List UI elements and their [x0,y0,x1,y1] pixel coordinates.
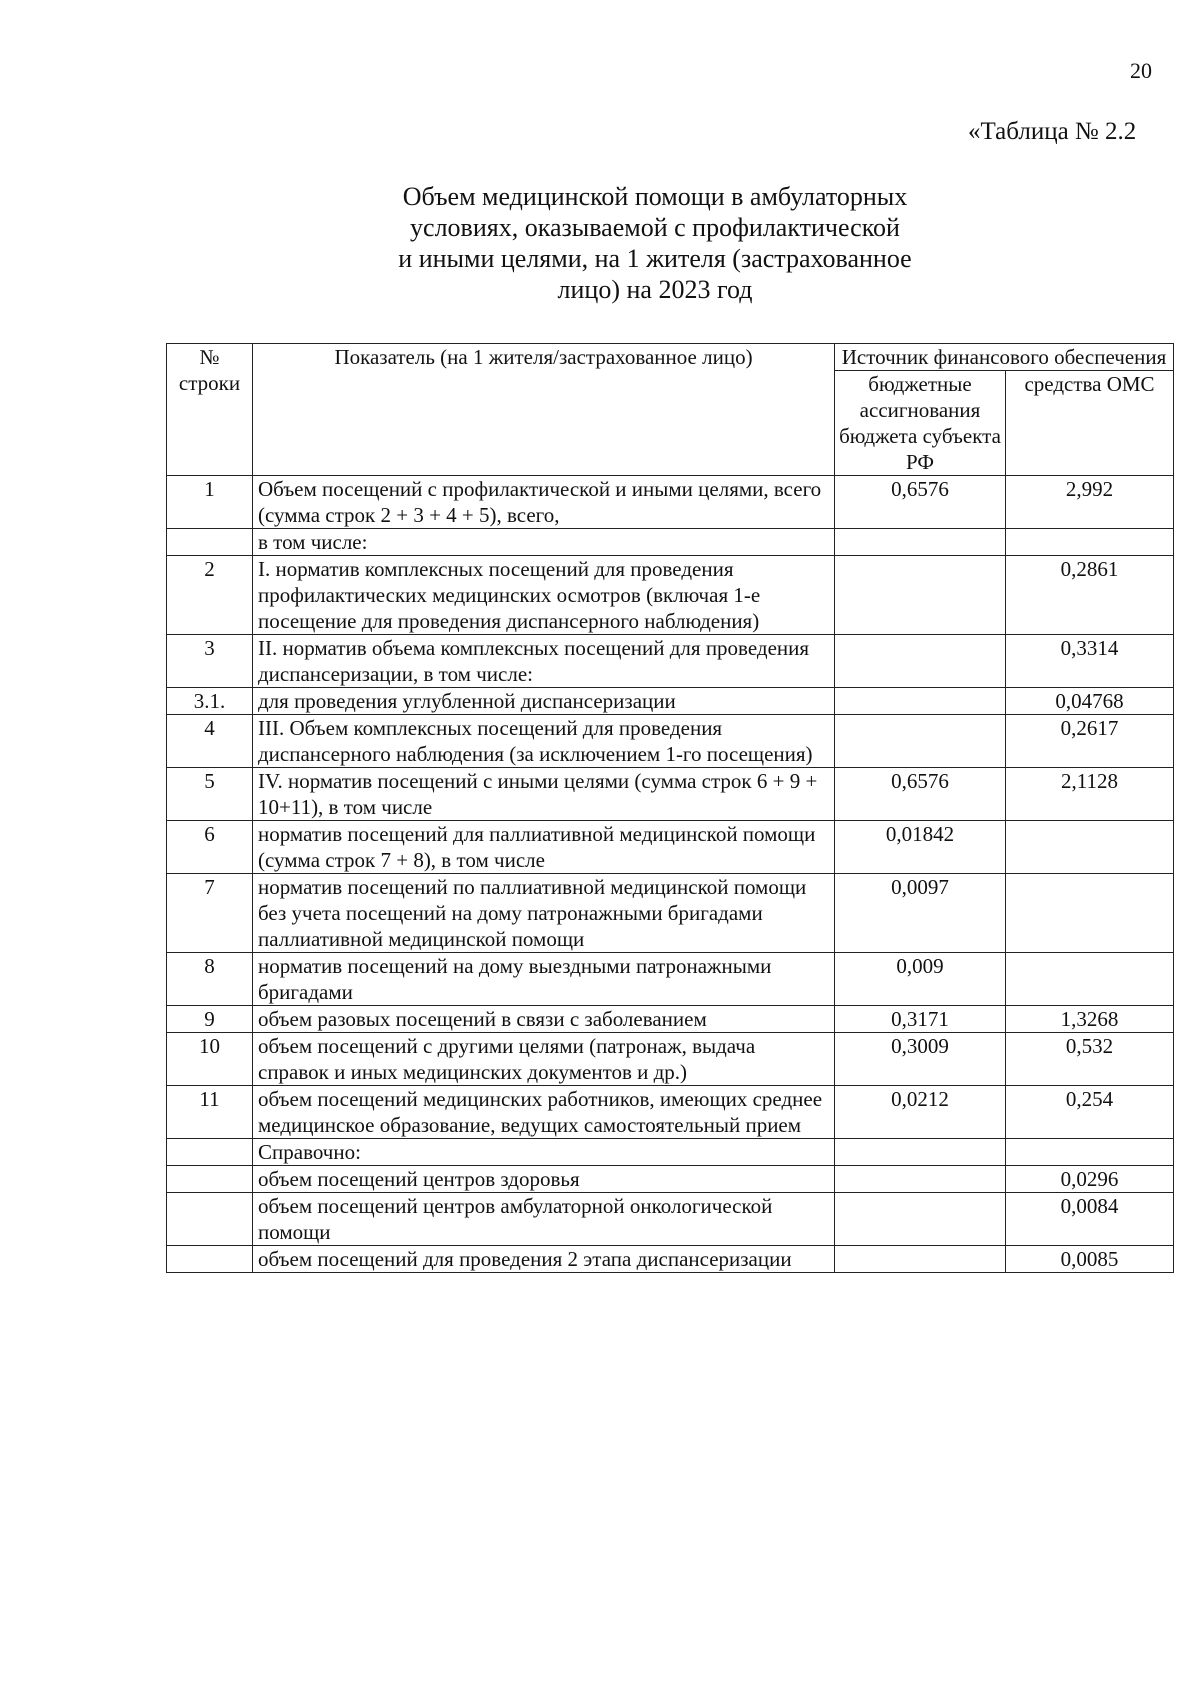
row-number-cell: 8 [167,953,253,1006]
oms-value-cell: 0,2861 [1006,556,1174,635]
row-number-cell: 2 [167,556,253,635]
budget-value-cell [835,688,1006,715]
oms-value-cell: 0,04768 [1006,688,1174,715]
budget-value-cell: 0,3009 [835,1033,1006,1086]
oms-value-cell: 0,254 [1006,1086,1174,1139]
indicator-cell: Справочно: [253,1139,835,1166]
indicator-cell: объем посещений с другими целями (патронаж, выдача справок и иных медицинских документов и др.) [253,1033,835,1086]
indicator-cell: норматив посещений для паллиативной медицинской помощи (сумма строк 7 + 8), в том числе [253,821,835,874]
title-line: Объем медицинской помощи в амбулаторных [402,182,908,211]
oms-value-cell [1006,953,1174,1006]
row-number-cell [167,1139,253,1166]
table-row [167,821,1174,874]
table-row [167,874,1174,953]
table-row [167,1033,1174,1086]
row-number-cell: 9 [167,1006,253,1033]
row-number-cell: 1 [167,476,253,529]
budget-value-cell [835,1139,1006,1166]
budget-value-cell: 0,0212 [835,1086,1006,1139]
oms-value-cell: 0,532 [1006,1033,1174,1086]
header-row-number: № строки [167,344,253,476]
oms-value-cell: 0,0085 [1006,1246,1174,1273]
budget-value-cell [835,529,1006,556]
indicator-cell: норматив посещений на дому выездными патронажными бригадами [253,953,835,1006]
oms-value-cell [1006,529,1174,556]
row-number-cell [167,1246,253,1273]
volume-table [166,343,1174,1273]
header-row [167,344,1174,371]
indicator-cell: II. норматив объема комплексных посещений для проведения диспансеризации, в том числе: [253,635,835,688]
row-number-cell: 3 [167,635,253,688]
header-budget: бюджетные ассигнования бюджета субъекта РФ [835,371,1006,476]
table-body [167,476,1174,1273]
oms-value-cell: 0,2617 [1006,715,1174,768]
row-number-cell: 5 [167,768,253,821]
table-row [167,1139,1174,1166]
table-row [167,953,1174,1006]
budget-value-cell: 0,6576 [835,768,1006,821]
oms-value-cell: 2,992 [1006,476,1174,529]
budget-value-cell: 0,009 [835,953,1006,1006]
table-row [167,556,1174,635]
budget-value-cell [835,1193,1006,1246]
indicator-cell: объем посещений центров здоровья [253,1166,835,1193]
indicator-cell: объем посещений центров амбулаторной онкологической помощи [253,1193,835,1246]
oms-value-cell: 2,1128 [1006,768,1174,821]
row-number-cell [167,1193,253,1246]
table-row [167,768,1174,821]
indicator-cell: объем посещений медицинских работников, имеющих среднее медицинское образование, ведущих самостоятельный прием [253,1086,835,1139]
oms-value-cell [1006,1139,1174,1166]
budget-value-cell [835,1246,1006,1273]
indicator-cell: норматив посещений по паллиативной медицинской помощи без учета посещений на дому патронажными бригадами паллиативной медицинской помощи [253,874,835,953]
indicator-cell: в том числе: [253,529,835,556]
table-row [167,1006,1174,1033]
row-number-cell: 3.1. [167,688,253,715]
table-row [167,1086,1174,1139]
indicator-cell: IV. норматив посещений с иными целями (сумма строк 6 + 9 + 10+11), в том числе [253,768,835,821]
row-number-cell: 7 [167,874,253,953]
row-number-cell: 6 [167,821,253,874]
header-oms: средства ОМС [1006,371,1174,476]
table-row [167,1246,1174,1273]
oms-value-cell: 0,3314 [1006,635,1174,688]
header-indicator: Показатель (на 1 жителя/застрахованное лицо) [253,344,835,476]
row-number-cell [167,1166,253,1193]
table-row [167,529,1174,556]
row-number-cell [167,529,253,556]
budget-value-cell [835,715,1006,768]
oms-value-cell: 1,3268 [1006,1006,1174,1033]
indicator-cell: объем посещений для проведения 2 этапа диспансеризации [253,1246,835,1273]
budget-value-cell: 0,01842 [835,821,1006,874]
title-line: лицо) на 2023 год [557,275,753,304]
oms-value-cell [1006,874,1174,953]
table-label: «Таблица № 2.2 [968,118,1137,145]
table-row [167,715,1174,768]
title-line: и иными целями, на 1 жителя (застрахованное [398,244,912,273]
indicator-cell: Объем посещений с профилактической и иными целями, всего (сумма строк 2 + 3 + 4 + 5), всего, [253,476,835,529]
header-funding-source: Источник финансового обеспечения [835,344,1174,371]
budget-value-cell [835,1166,1006,1193]
indicator-cell: объем разовых посещений в связи с заболеванием [253,1006,835,1033]
budget-value-cell: 0,6576 [835,476,1006,529]
indicator-cell: для проведения углубленной диспансеризации [253,688,835,715]
budget-value-cell: 0,0097 [835,874,1006,953]
oms-value-cell: 0,0296 [1006,1166,1174,1193]
table-row [167,688,1174,715]
indicator-cell: III. Объем комплексных посещений для проведения диспансерного наблюдения (за исключением 1-го посещения) [253,715,835,768]
row-number-cell: 4 [167,715,253,768]
row-number-cell: 10 [167,1033,253,1086]
indicator-cell: I. норматив комплексных посещений для проведения профилактических медицинских осмотров (включая 1-е посещение для проведения диспансерного наблюдения) [253,556,835,635]
table-row [167,1193,1174,1246]
budget-value-cell: 0,3171 [835,1006,1006,1033]
table-row [167,635,1174,688]
table-row [167,476,1174,529]
page-number: 20 [1130,58,1152,83]
document-title [370,181,940,305]
table-row [167,1166,1174,1193]
oms-value-cell [1006,821,1174,874]
title-line: условиях, оказываемой с профилактической [410,213,900,242]
budget-value-cell [835,635,1006,688]
budget-value-cell [835,556,1006,635]
oms-value-cell: 0,0084 [1006,1193,1174,1246]
row-number-cell: 11 [167,1086,253,1139]
